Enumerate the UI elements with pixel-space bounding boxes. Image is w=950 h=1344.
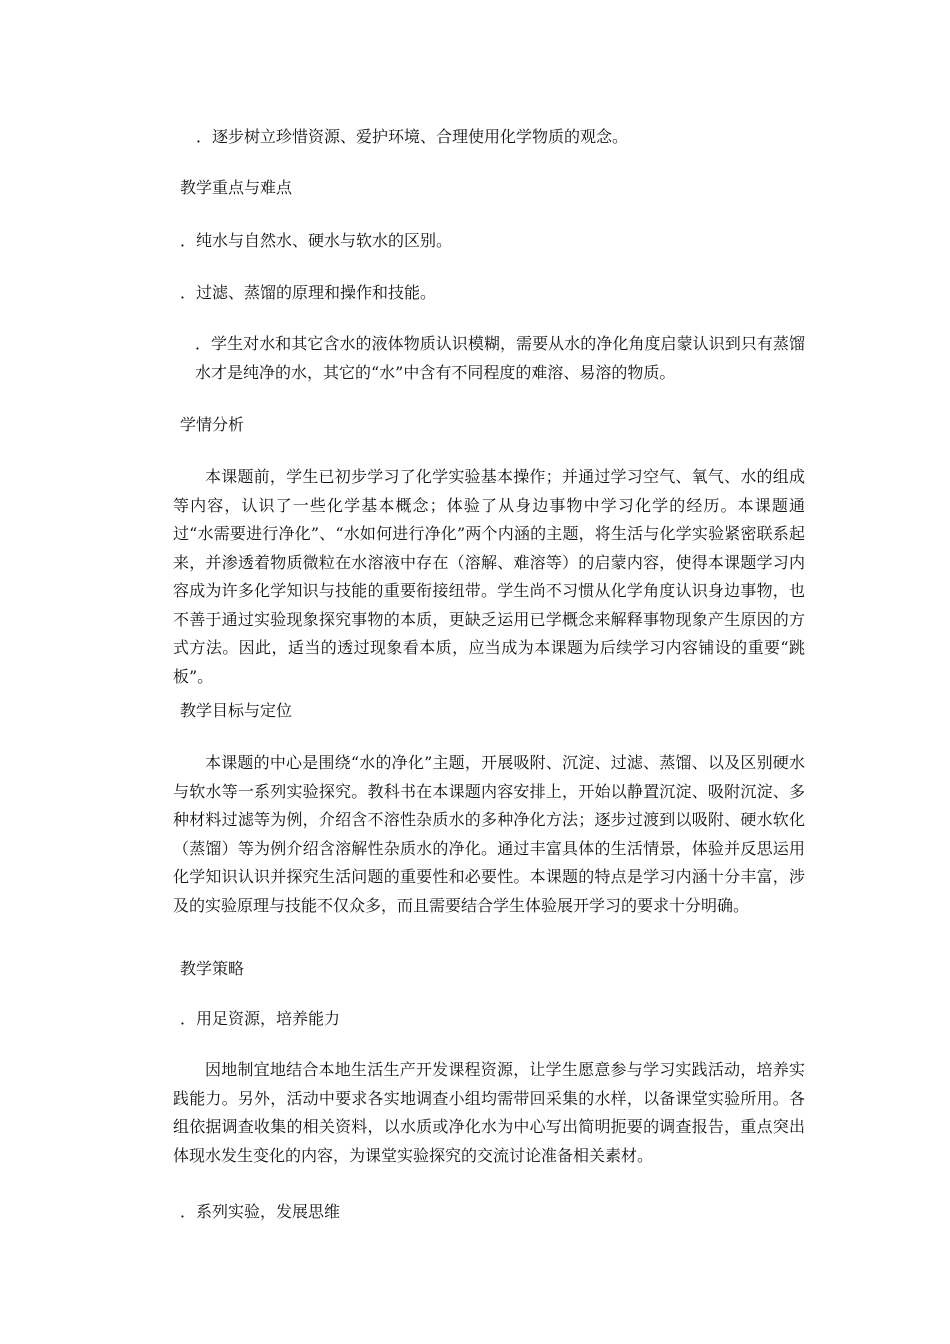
key-point-2: ．过滤、蒸馏的原理和操作和技能。 — [180, 283, 437, 302]
student-analysis-paragraph: 本课题前，学生已初步学习了化学实验基本操作；并通过学习空气、氧气、水的组成等内容，认识了一些化学基本概念；体验了从身边事物中学习化学的经历。本课题通过“水需要进行净化”、“水如何进行净化”两个内涵的主题，将生活与化学实验紧密联系起来，并渗透着物质微粒在水溶液中存在（溶解、难溶等）的启蒙内容，使得本课题学习内容成为许多化学知识与技能的重要衔接纽带。学生尚不习惯从化学角度认识身边事物，也不善于通过实验现象探究事物的本质，更缺乏运用已学概念来解释事物现象产生原因的方式方法。因此，适当的透过现象看本质，应当成为本课题为后续学习内容铺设的重要“跳板”。 — [173, 467, 805, 686]
objectives-paragraph: 本课题的中心是围绕“水的净化”主题，开展吸附、沉淀、过滤、蒸馏、以及区别硬水与软水等一系列实验探究。教科书在本课题内容安排上，开始以静置沉淀、吸附沉淀、多种材料过滤等为例，介绍含不溶性杂质水的多种净化方法；逐步过渡到以吸附、硬水软化（蒸馏）等为例介绍含溶解性杂质水的净化。通过丰富具体的生活情景，体验并反思运用化学知识认识并探究生活问题的重要性和必要性。本课题的特点是学习内涵十分丰富，涉及的实验原理与技能不仅众多，而且需要结合学生体验展开学习的要求十分明确。 — [173, 753, 805, 915]
strategy-2-title: ．系列实验，发展思维 — [180, 1202, 341, 1221]
key-point-1: ．纯水与自然水、硬水与软水的区别。 — [180, 231, 453, 250]
heading-objectives: 教学目标与定位 — [180, 701, 293, 720]
strategy-1-paragraph: 因地制宜地结合本地生活生产开发课程资源，让学生愿意参与学习实践活动，培养实践能力。另外，活动中要求各实地调查小组均需带回采集的水样，以备课堂实验所用。各组依据调查收集的相关资料，以水质或净化水为中心写出简明扼要的调查报告，重点突出体现水发生变化的内容，为课堂实验探究的交流讨论准备相关素材。 — [173, 1060, 805, 1165]
heading-key-points: 教学重点与难点 — [180, 178, 293, 197]
heading-student-analysis: 学情分析 — [180, 415, 245, 434]
heading-strategy: 教学策略 — [180, 959, 245, 978]
key-point-3: ．学生对水和其它含水的液体物质认识模糊，需要从水的净化角度启蒙认识到只有蒸馏水才是纯净的水，其它的“水”中含有不同程度的难溶、易溶的物质。 — [195, 334, 805, 382]
strategy-1-title: ．用足资源，培养能力 — [180, 1009, 341, 1028]
goal-item-3: ．逐步树立珍惜资源、爱护环境、合理使用化学物质的观念。 — [196, 127, 629, 146]
